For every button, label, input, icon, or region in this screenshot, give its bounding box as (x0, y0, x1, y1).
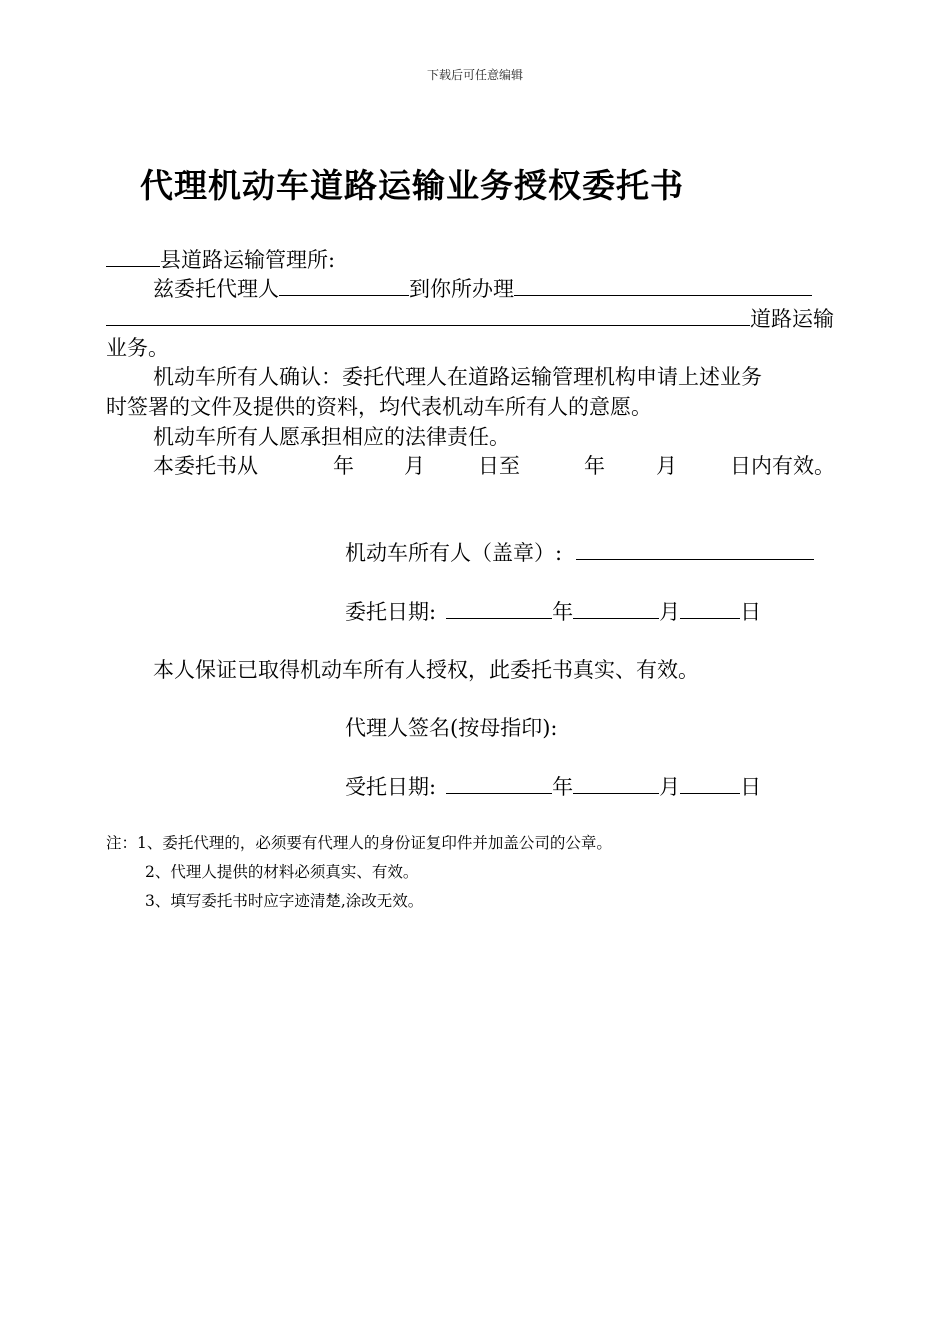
entrust-day-label: 日 (740, 600, 762, 624)
validity-year-1: 年 (333, 454, 354, 478)
entrust-year-label: 年 (552, 600, 574, 624)
validity-prefix: 本委托书从 (153, 454, 258, 478)
entrust-month-label: 月 (659, 600, 681, 624)
addressee-line (106, 244, 335, 275)
validity-day-to: 日至 (478, 454, 520, 478)
accept-year-blank[interactable] (446, 771, 552, 794)
note-1: 注：1、委托代理的，必须要有代理人的身份证复印件并加盖公司的公章。 (106, 834, 612, 852)
accept-date-line (345, 771, 761, 802)
accept-date-label: 受托日期: (345, 775, 437, 799)
page-header: 下载后可任意编辑 (426, 68, 523, 82)
owner-seal-label: 机动车所有人（盖章）: (345, 541, 563, 565)
accept-month-label: 月 (659, 775, 681, 799)
entrust-date-line (345, 596, 761, 627)
agent-name-blank[interactable] (279, 273, 409, 296)
entrust-month-blank[interactable] (573, 596, 659, 619)
entrust-prefix: 兹委托代理人 (153, 277, 279, 301)
addressee-text: 县道路运输管理所: (160, 248, 336, 272)
county-blank[interactable] (106, 244, 160, 267)
confirm-line-1: 机动车所有人确认：委托代理人在道路运输管理机构申请上述业务 (153, 365, 762, 389)
owner-seal-blank[interactable] (576, 537, 814, 560)
note-2: 2、代理人提供的材料必须真实、有效。 (145, 863, 419, 881)
business-suffix: 道路运输 (750, 307, 834, 331)
validity-suffix: 日内有效。 (730, 454, 835, 478)
note-3: 3、填写委托书时应字迹清楚,涂改无效。 (145, 892, 424, 910)
entrust-day-blank[interactable] (680, 596, 740, 619)
validity-year-2: 年 (584, 454, 605, 478)
agent-sign-line: 代理人签名(按母指印): (345, 716, 558, 740)
accept-day-blank[interactable] (680, 771, 740, 794)
business-blank-2[interactable] (106, 303, 750, 326)
entrust-line (153, 273, 812, 304)
business-line (106, 303, 834, 334)
owner-seal-line (345, 537, 814, 568)
confirm-line-2: 时签署的文件及提供的资料，均代表机动车所有人的意愿。 (106, 395, 652, 419)
validity-month-1: 月 (404, 454, 425, 478)
accept-day-label: 日 (740, 775, 762, 799)
entrust-year-blank[interactable] (446, 596, 552, 619)
business-blank-1[interactable] (514, 273, 812, 296)
entrust-middle: 到你所办理 (409, 277, 514, 301)
accept-month-blank[interactable] (573, 771, 659, 794)
document-title: 代理机动车道路运输业务授权委托书 (140, 166, 684, 205)
guarantee-line: 本人保证已取得机动车所有人授权，此委托书真实、有效。 (153, 658, 699, 682)
validity-month-2: 月 (656, 454, 677, 478)
business-end: 业务。 (106, 336, 169, 360)
liability-line: 机动车所有人愿承担相应的法律责任。 (153, 425, 510, 449)
accept-year-label: 年 (552, 775, 574, 799)
entrust-date-label: 委托日期: (345, 600, 437, 624)
